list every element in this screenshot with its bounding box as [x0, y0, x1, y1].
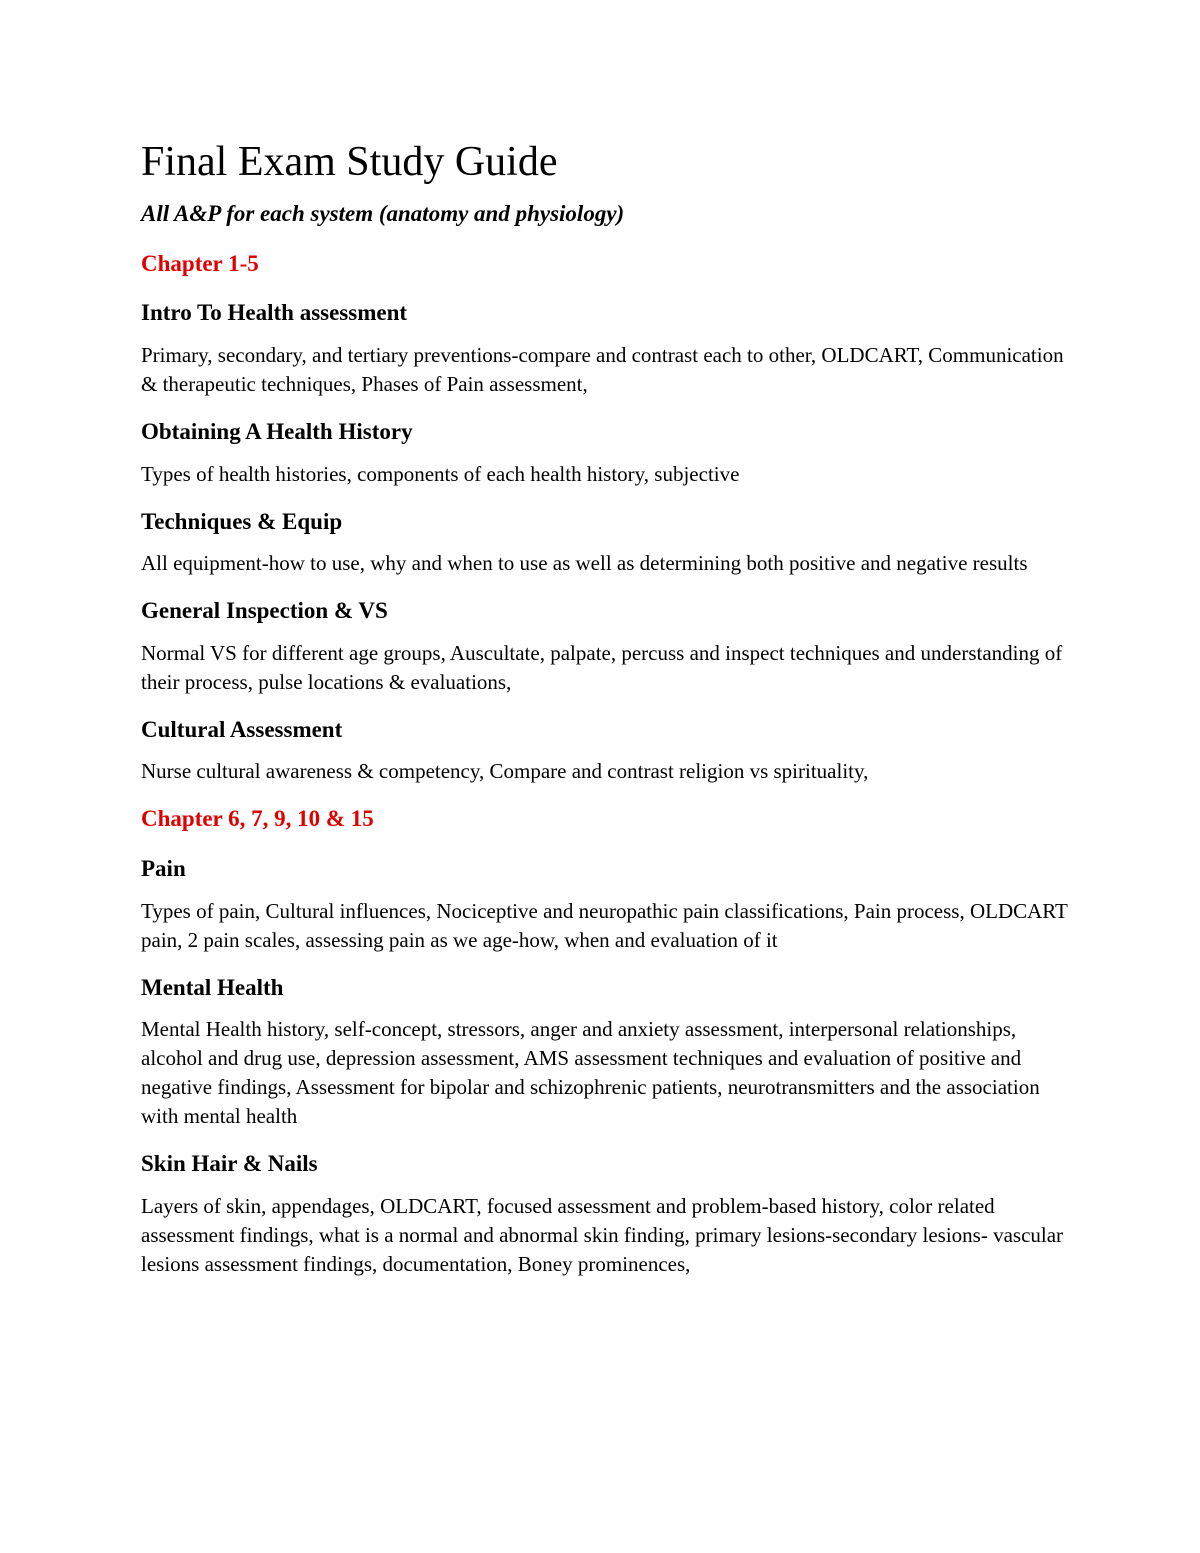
section-heading-general-inspection: General Inspection & VS: [141, 598, 388, 624]
chapter-heading-1-5: Chapter 1-5: [141, 250, 259, 276]
section-heading-mental-health: Mental Health: [141, 974, 284, 1000]
document-page: [141, 138, 1081, 1298]
document-subtitle: All A&P for each system (anatomy and physiology): [141, 201, 625, 227]
section-body-pain: Types of pain, Cultural influences, Nociceptive and neuropathic pain classifications, Pain process, OLDCART pain, 2 pain scales, assessing pain as we age-how, when and evaluation of it: [141, 898, 1068, 952]
section-body-mental-health: Mental Health history, self-concept, stressors, anger and anxiety assessment, interpersonal relationships, alcohol and drug use, depression assessment, AMS assessment techniques and evaluation of positive and negative findings, Assessment for bipolar and schizophrenic patients, neurotransmitters and the association with mental health: [141, 1017, 1040, 1129]
chapter-heading-6-15: Chapter 6, 7, 9, 10 & 15: [141, 806, 374, 832]
section-body-general-inspection: Normal VS for different age groups, Auscultate, palpate, percuss and inspect techniques and understanding of their process, pulse locations & evaluations,: [141, 640, 1063, 694]
section-heading-techniques-equip: Techniques & Equip: [141, 508, 343, 534]
section-heading-cultural-assessment: Cultural Assessment: [141, 716, 343, 742]
section-heading-skin-hair-nails: Skin Hair & Nails: [141, 1151, 318, 1177]
section-heading-intro-health-assessment: Intro To Health assessment: [141, 300, 408, 326]
section-heading-health-history: Obtaining A Health History: [141, 419, 413, 445]
document-title: Final Exam Study Guide: [141, 139, 558, 185]
section-body-health-history: Types of health histories, components of each health history, subjective: [141, 461, 740, 486]
section-heading-pain: Pain: [141, 856, 186, 882]
section-body-skin-hair-nails: Layers of skin, appendages, OLDCART, focused assessment and problem-based history, color related assessment findings, what is a normal and abnormal skin finding, primary lesions-secondary lesions- vascular lesions assessment findings, documentation, Boney prominences,: [141, 1193, 1064, 1276]
section-body-intro-health-assessment: Primary, secondary, and tertiary preventions-compare and contrast each to other, OLDCART, Communication & therapeutic techniques, Phases of Pain assessment,: [141, 343, 1064, 397]
section-body-cultural-assessment: Nurse cultural awareness & competency, Compare and contrast religion vs spirituality,: [141, 759, 869, 784]
section-body-techniques-equip: All equipment-how to use, why and when to use as well as determining both positive and negative results: [141, 551, 1028, 576]
